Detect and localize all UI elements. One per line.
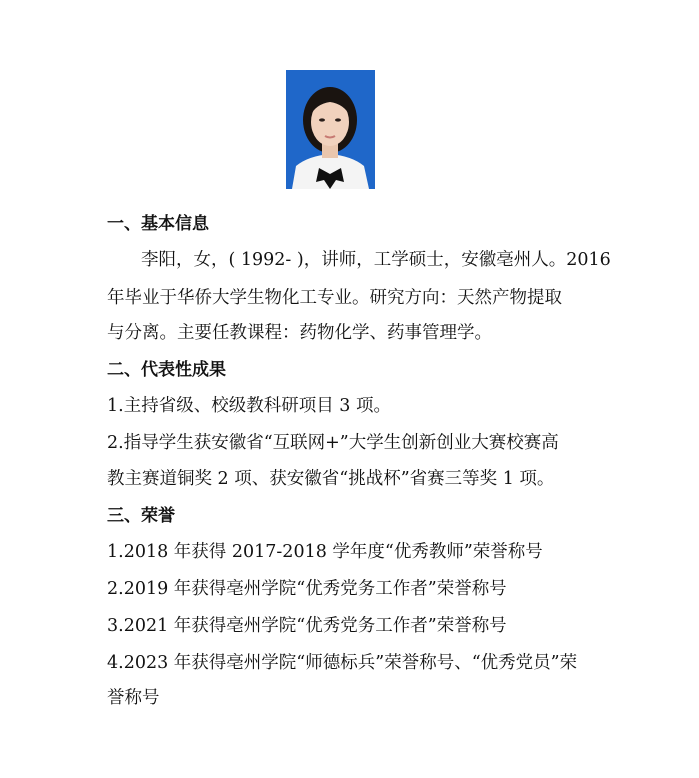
achievement-line-1: 1.主持省级、校级教科研项目 3 项。 <box>107 396 391 416</box>
achievement-line-2: 2.指导学生获安徽省“互联网+”大学生创新创业大赛校赛高 <box>107 433 559 453</box>
honor-line-3: 3.2021 年获得亳州学院“优秀党务工作者”荣誉称号 <box>107 616 507 636</box>
honor-line-5: 誉称号 <box>107 688 160 708</box>
honor-line-1: 1.2018 年获得 2017-2018 学年度“优秀教师”荣誉称号 <box>107 542 543 562</box>
honor-line-4: 4.2023 年获得亳州学院“师德标兵”荣誉称号、“优秀党员”荣 <box>107 653 578 673</box>
achievement-line-3: 教主赛道铜奖 2 项、获安徽省“挑战杯”省赛三等奖 1 项。 <box>107 469 555 489</box>
portrait-photo <box>286 70 375 189</box>
section-heading-honors: 三、荣誉 <box>107 506 175 526</box>
basic-info-line-3: 与分离。主要任教课程：药物化学、药事管理学。 <box>107 323 492 343</box>
section-heading-basic-info: 一、基本信息 <box>107 214 209 234</box>
basic-info-line-1: 李阳，女，( 1992- )，讲师，工学硕士，安徽亳州人。2016 <box>141 250 611 270</box>
section-heading-achievements: 二、代表性成果 <box>107 360 226 380</box>
portrait-image <box>286 70 375 189</box>
basic-info-line-2: 年毕业于华侨大学生物化工专业。研究方向：天然产物提取 <box>107 288 562 308</box>
honor-line-2: 2.2019 年获得亳州学院“优秀党务工作者”荣誉称号 <box>107 579 507 599</box>
